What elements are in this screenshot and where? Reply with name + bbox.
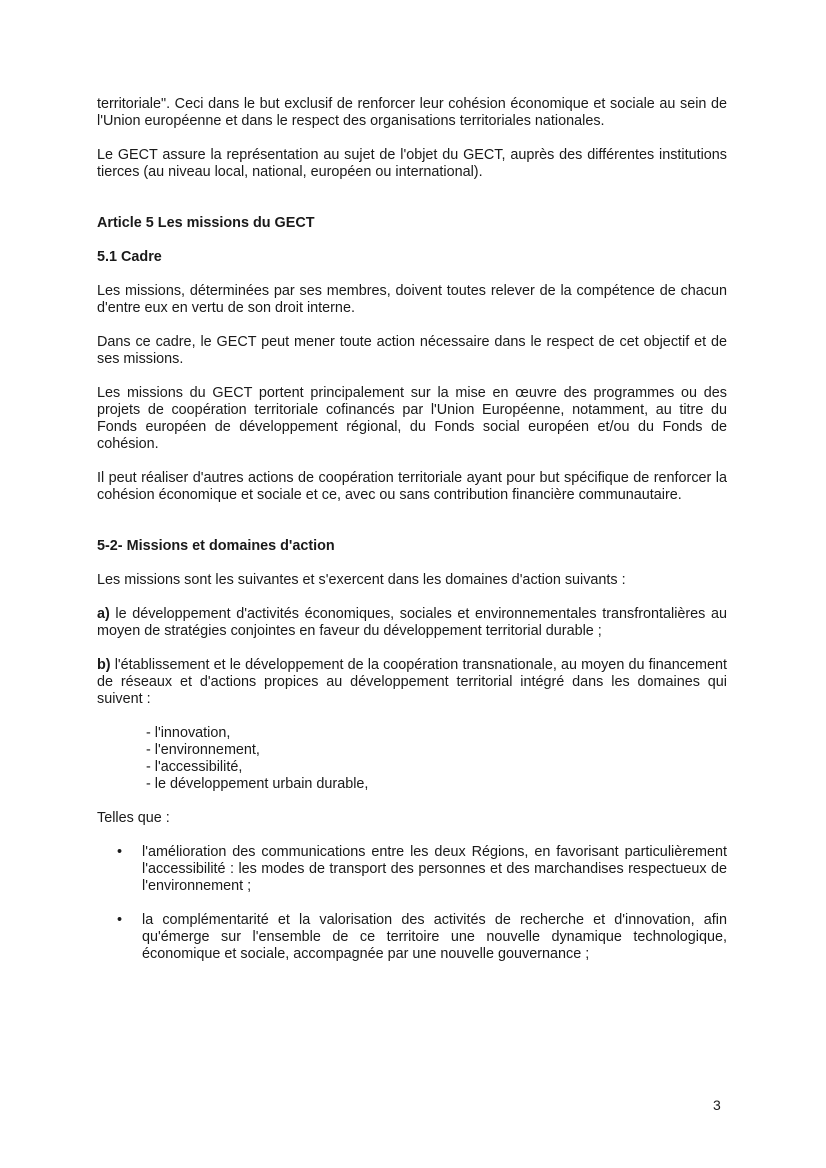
item-b bbox=[97, 657, 727, 708]
page-number: 3 bbox=[713, 1097, 721, 1113]
item-a-text: le développement d'activités économiques, sociales et environnementales transfrontalières au moyen de stratégies conjointes en faveur du développement territorial durable ; bbox=[97, 606, 727, 639]
article-5-heading: Article 5 Les missions du GECT bbox=[97, 215, 315, 231]
bullet-text: l'amélioration des communications entre les deux Régions, en favorisant particulièrement l'accessibilité : les modes de transport des personnes et des marchandises respectueux de l'environnement ; bbox=[142, 844, 727, 894]
paragraph-intro: territoriale". Ceci dans le but exclusif de renforcer leur cohésion économique et sociale au sein de l'Union européenne et dans le respect des organisations territoriales nationales. bbox=[97, 96, 727, 129]
paragraph-5-1-b: Dans ce cadre, le GECT peut mener toute action nécessaire dans le respect de cet objectif et de ses missions. bbox=[97, 334, 727, 367]
bullet-icon: • bbox=[117, 912, 123, 928]
list-item: - l'innovation, bbox=[146, 725, 231, 741]
item-b-label: b) bbox=[97, 657, 111, 673]
section-5-1-heading: 5.1 Cadre bbox=[97, 249, 162, 265]
list-item: - l'accessibilité, bbox=[146, 759, 243, 775]
item-a bbox=[97, 606, 727, 640]
item-b-text: l'établissement et le développement de la coopération transnationale, au moyen du financement de réseaux et d'actions propices au développement territorial intégré dans les domaines qui suivent : bbox=[97, 657, 727, 707]
list-item bbox=[97, 844, 727, 895]
list-item bbox=[97, 912, 727, 963]
bullet-text: la complémentarité et la valorisation des activités de recherche et d'innovation, afin qu'émerge sur l'ensemble de ce territoire une nouvelle dynamique technologique, économique et sociale, accompagnée par une nouvelle gouvernance ; bbox=[142, 912, 727, 962]
bullet-icon: • bbox=[117, 844, 123, 860]
paragraph-5-1-c: Les missions du GECT portent principalement sur la mise en œuvre des programmes ou des projets de coopération territoriale cofinancés par l'Union Européenne, notamment, au titre du Fonds européen de développement régional, du Fonds social européen et/ou du Fonds de cohésion. bbox=[97, 385, 727, 452]
list-item: - le développement urbain durable, bbox=[146, 776, 369, 792]
paragraph-5-1-a: Les missions, déterminées par ses membres, doivent toutes relever de la compétence de chacun d'entre eux en vertu de son droit interne. bbox=[97, 283, 727, 316]
telles-que: Telles que : bbox=[97, 810, 170, 826]
paragraph-5-1-d: Il peut réaliser d'autres actions de coopération territoriale ayant pour but spécifique de renforcer la cohésion économique et sociale et ce, avec ou sans contribution financière communautaire. bbox=[97, 470, 727, 503]
list-item: - l'environnement, bbox=[146, 742, 260, 758]
domains-list bbox=[97, 725, 727, 793]
paragraph-5-2-intro: Les missions sont les suivantes et s'exercent dans les domaines d'action suivants : bbox=[97, 572, 626, 588]
paragraph-representation: Le GECT assure la représentation au sujet de l'objet du GECT, auprès des différentes institutions tierces (au niveau local, national, européen ou international). bbox=[97, 147, 727, 180]
item-a-label: a) bbox=[97, 606, 110, 622]
document-body bbox=[97, 96, 727, 980]
section-5-2-heading: 5-2- Missions et domaines d'action bbox=[97, 538, 335, 554]
bullet-list bbox=[97, 844, 727, 963]
